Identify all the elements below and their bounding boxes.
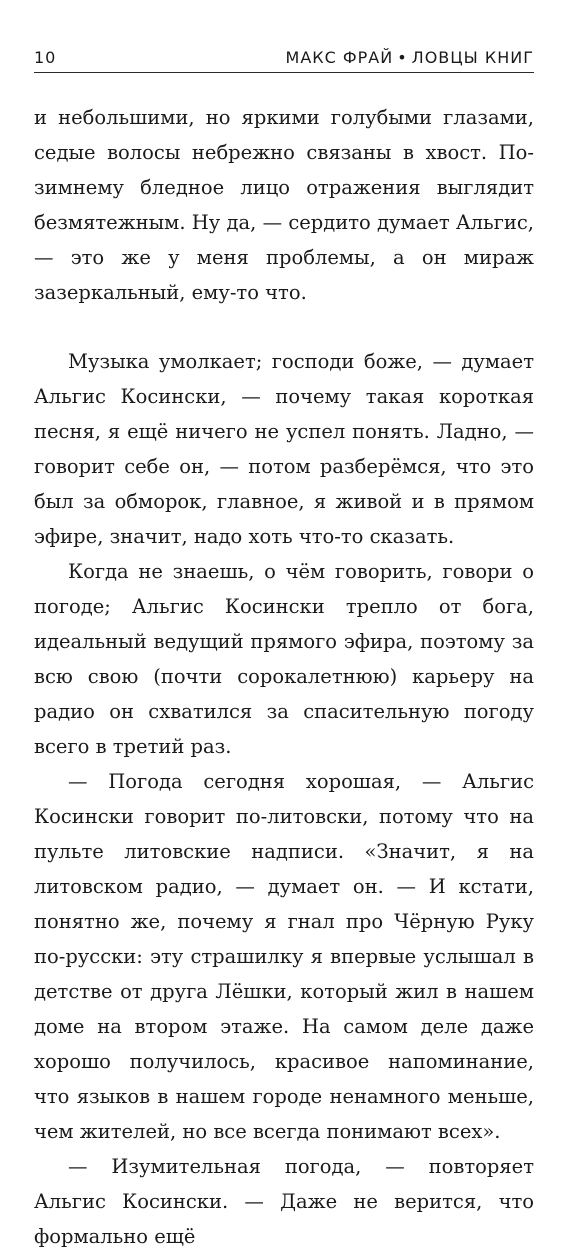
paragraph-1: и небольшими, но яркими голубыми глазами, седые волосы небрежно связаны в хвост. По-зимнему бледное лицо отражения выглядит безмятежным. Ну да, — сердито думает Альгис, — это же у меня проблемы, а он мираж зазеркальный, ему-то что. xyxy=(34,106,534,304)
body-text xyxy=(34,100,534,1254)
page-header xyxy=(34,40,534,73)
header-separator: • xyxy=(397,48,408,67)
paragraph-5: — Изумительная погода, — повторяет Альгис Косински. — Даже не верится, что формально ещё xyxy=(34,1155,534,1248)
page-number: 10 xyxy=(34,48,57,67)
paragraph-4: — Погода сегодня хорошая, — Альгис Косински говорит по-литовски, потому что на пульте литовские надписи. «Значит, я на литовском радио, — думает он. — И кстати, понятно же, почему я гнал про Чёрную Руку по-русски: эту страшилку я впервые услышал в детстве от друга Лёшки, который жил в нашем доме на втором этаже. На самом деле даже хорошо получилось, красивое напоминание, что языков в нашем городе ненамного меньше, чем жителей, но все всегда понимают всех». xyxy=(34,770,534,1143)
book-title: ЛОВЦЫ КНИГ xyxy=(411,48,534,67)
paragraph-3: Когда не знаешь, о чём говорить, говори о погоде; Альгис Косински трепло от бога, идеальный ведущий прямого эфира, поэтому за всю свою (почти сорокалетнюю) карьеру на радио он схватился за спасительную погоду всего в третий раз. xyxy=(34,560,534,758)
author-name: МАКС ФРАЙ xyxy=(285,48,394,67)
paragraph-2: Музыка умолкает; господи боже, — думает Альгис Косински, — почему такая короткая песня, я ещё ничего не успел понять. Ладно, — говорит себе он, — потом разберёмся, что это был за обморок, главное, я живой и в прямом эфире, значит, надо хоть что-то сказать. xyxy=(34,350,534,548)
running-head xyxy=(286,48,534,67)
